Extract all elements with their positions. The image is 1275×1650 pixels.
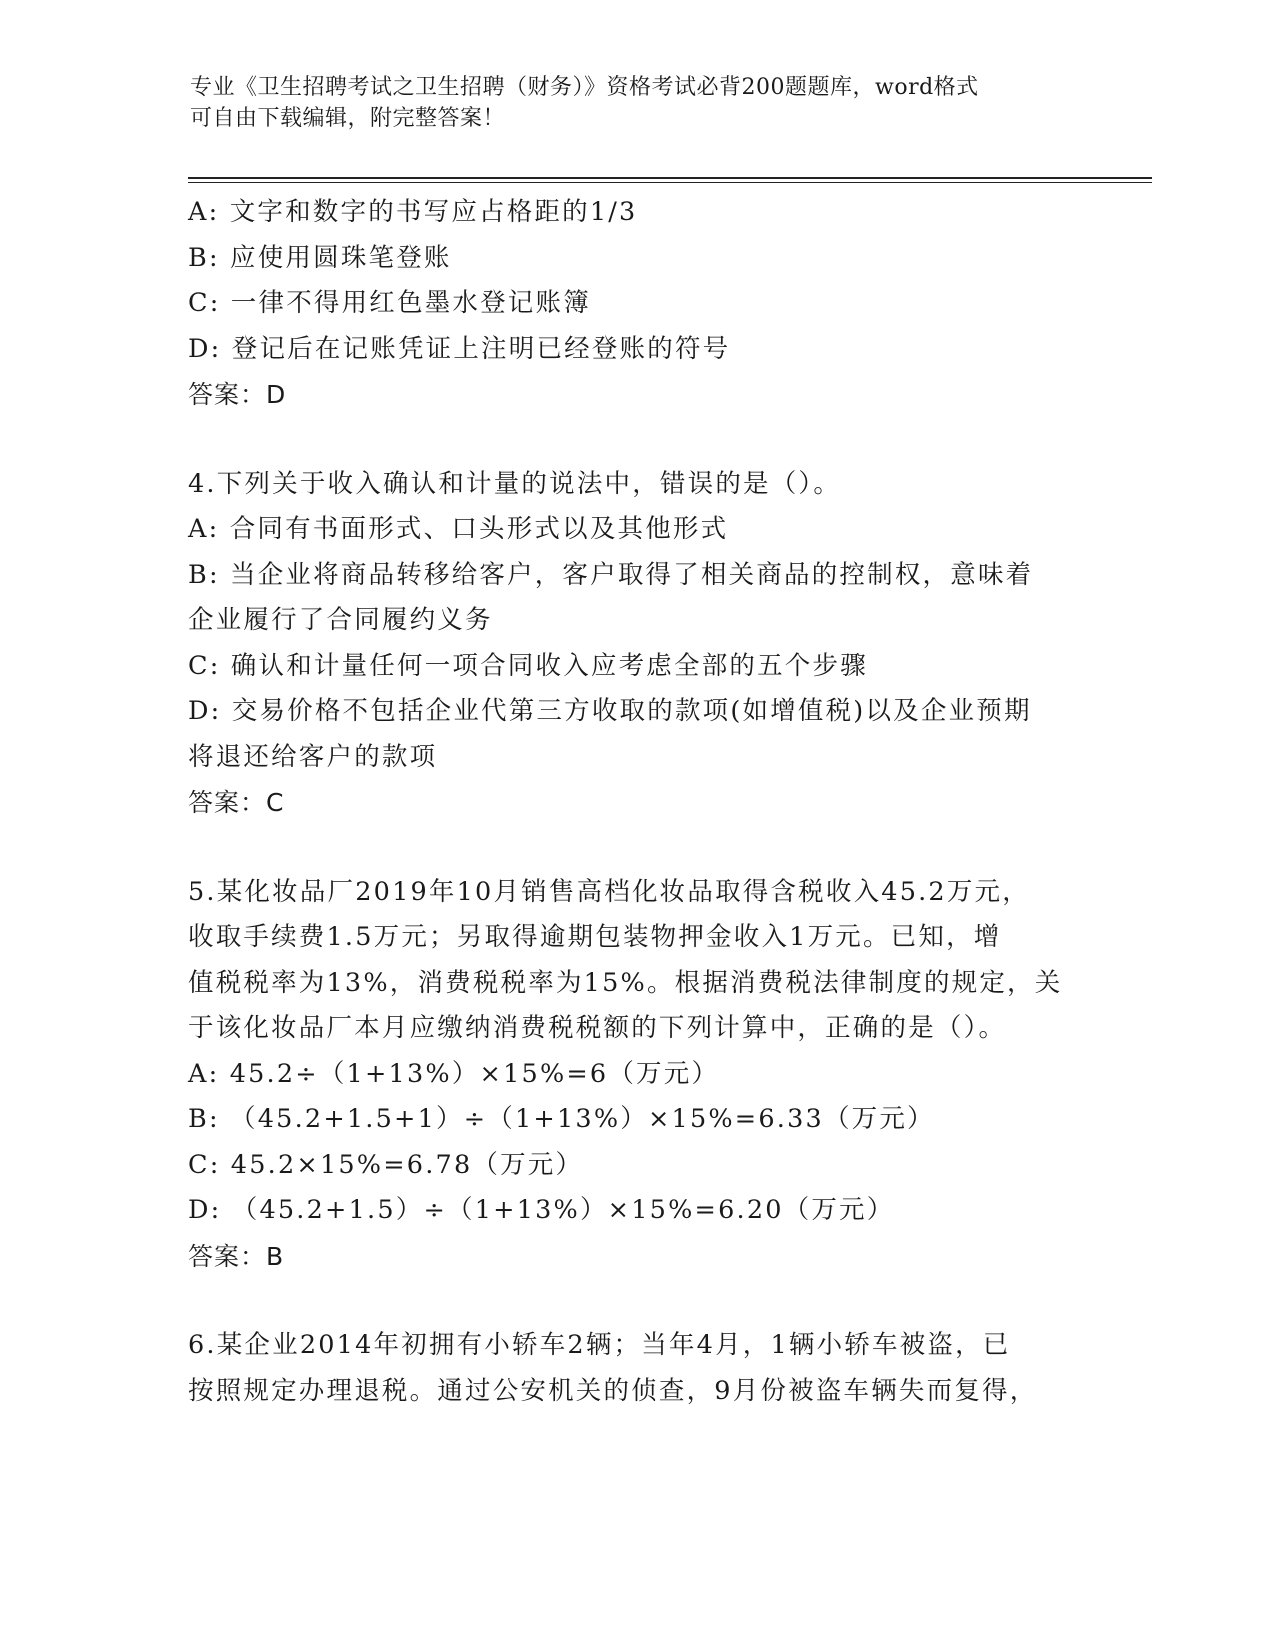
option-a: A: 文字和数字的书写应占格距的1/3 [188, 197, 638, 227]
option-b-continued: 企业履行了合同履约义务 [188, 605, 493, 635]
question-stem: 6.某企业2014年初拥有小轿车2辆；当年4月，1辆小轿车被盗，已 [188, 1330, 1011, 1360]
question-stem: 5.某化妆品厂2019年10月销售高档化妆品取得含税收入45.2万元， [188, 876, 1030, 907]
option-d: D: 登记后在记账凭证上注明已经登账的符号 [188, 333, 731, 364]
answer-line: 答案：C [188, 788, 285, 817]
document-header [190, 72, 1070, 134]
option-b: B: 应使用圆珠笔登账 [188, 242, 452, 273]
question-stem-continued: 值税税率为13%，消费税税率为15%。根据消费税法律制度的规定，关 [188, 967, 1063, 998]
question-3 [188, 190, 1088, 418]
header-divider-thin [188, 182, 1152, 183]
option-a: A: 45.2÷（1+13%）×15%=6（万元） [188, 1058, 720, 1089]
question-stem-continued: 收取手续费1.5万元；另取得逾期包装物押金收入1万元。已知，增 [188, 922, 1002, 952]
document-body [188, 190, 1088, 1414]
spacer [188, 1279, 1088, 1323]
question-6 [188, 1323, 1088, 1414]
question-stem-continued: 于该化妆品厂本月应缴纳消费税税额的下列计算中，正确的是（）。 [188, 1013, 1007, 1043]
answer-line: 答案：B [188, 1241, 285, 1271]
header-title-line-2: 可自由下载编辑，附完整答案！ [190, 106, 506, 131]
option-a: A: 合同有书面形式、口头形式以及其他形式 [188, 514, 729, 544]
question-stem: 4.下列关于收入确认和计量的说法中，错误的是（）。 [188, 468, 842, 499]
question-stem-continued: 按照规定办理退税。通过公安机关的侦查，9月份被盗车辆失而复得， [188, 1375, 1038, 1406]
option-c: C: 确认和计量任何一项合同收入应考虑全部的五个步骤 [188, 650, 868, 681]
option-d: D: 交易价格不包括企业代第三方收取的款项(如增值税)以及企业预期 [188, 696, 1032, 726]
spacer [188, 826, 1088, 870]
option-c: C: 45.2×15%=6.78（万元） [188, 1149, 584, 1180]
option-b: B: （45.2+1.5+1）÷（1+13%）×15%=6.33（万元） [188, 1104, 935, 1134]
header-divider [188, 177, 1152, 179]
option-c: C: 一律不得用红色墨水登记账簿 [188, 288, 591, 318]
option-b: B: 当企业将商品转移给客户，客户取得了相关商品的控制权，意味着 [188, 559, 1034, 590]
question-4 [188, 462, 1088, 826]
option-d-continued: 将退还给客户的款项 [188, 741, 438, 772]
option-d: D: （45.2+1.5）÷（1+13%）×15%=6.20（万元） [188, 1195, 895, 1225]
spacer [188, 418, 1088, 462]
answer-line: 答案：D [188, 380, 287, 409]
header-title-line-1: 专业《卫生招聘考试之卫生招聘（财务）》资格考试必背200题题库，word格式 [190, 75, 979, 100]
question-5 [188, 870, 1088, 1280]
